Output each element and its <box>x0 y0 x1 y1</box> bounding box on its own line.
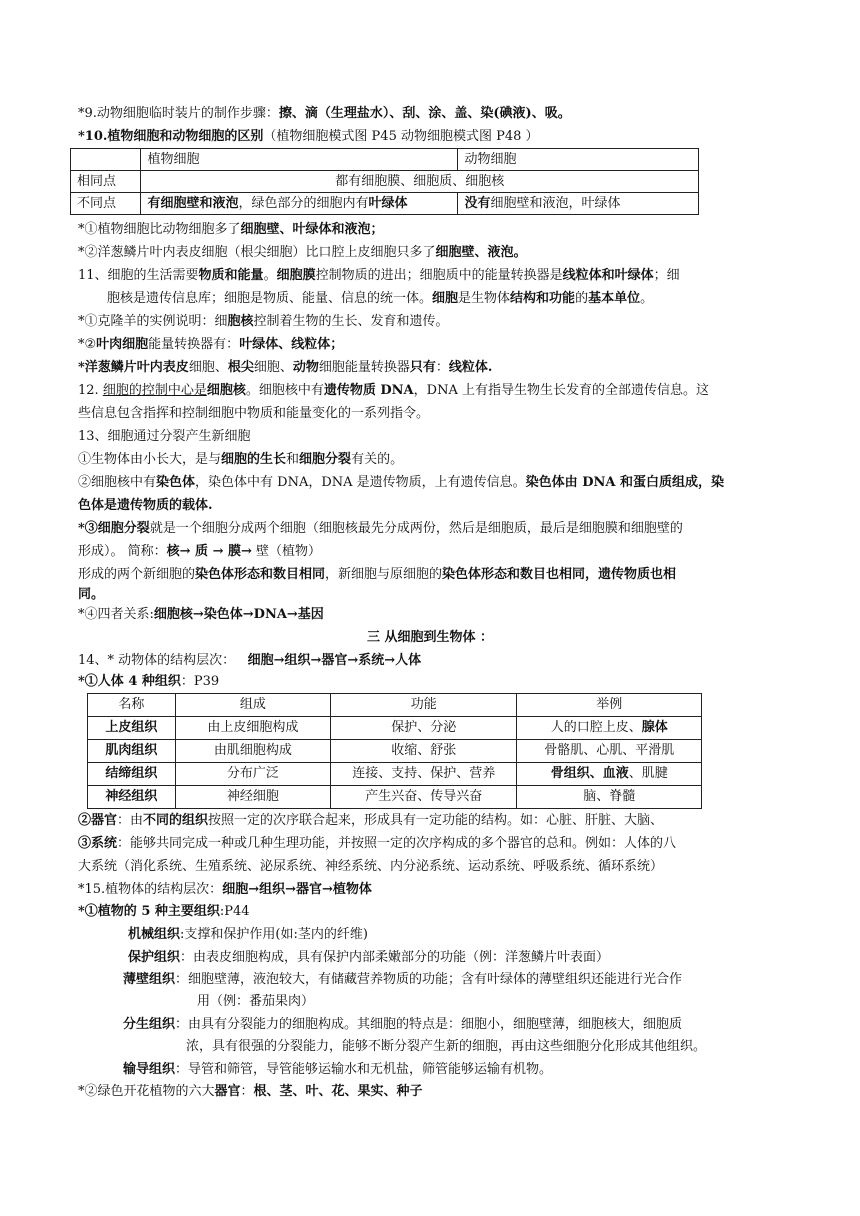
line-11d: 胞核是遗传信息库；细胞是物质、能量、信息的统一体。细胞是生物体结构和功能的基本单位。 <box>107 291 654 306</box>
table-cell <box>71 149 141 171</box>
table-row <box>88 717 702 740</box>
line-11g: *洋葱鳞片叶内表皮细胞、根尖细胞、动物细胞能量转换器只有：线粒体. <box>78 360 493 375</box>
line-14c: ③系统：能够共同完成一种或几种生理功能，并按照一定的次序构成的多个器官的总和。例如：人体的八 <box>78 836 677 851</box>
table-row <box>88 694 702 717</box>
line-12b: 些信息包含指挥和控制细胞中物质和能量变化的一系列指令。 <box>78 406 430 421</box>
table-cell: 相同点 <box>71 171 141 193</box>
line-15i: *②绿色开花植物的六大器官：根、茎、叶、花、果实、种子 <box>78 1084 423 1099</box>
table-cell: 由肌细胞构成 <box>175 740 330 763</box>
table-cell: 都有细胞膜、细胞质、细胞核 <box>141 171 699 193</box>
line-13f: 形成的两个新细胞的染色体形态和数目相同，新细胞与原细胞的染色体形态和数目也相同，遗传物质也相 <box>78 567 677 582</box>
table-cell: 骨骼肌、心肌、平滑肌 <box>517 740 702 763</box>
line-11e: *①克隆羊的实例说明：细胞核控制着生物的生长、发育和遗传。 <box>78 314 449 329</box>
table-cell: 没有细胞壁和液泡，叶绿体 <box>458 193 699 215</box>
line-13b: ②细胞核中有染色体，染色体中有 DNA，DNA 是遗传物质，上有遗传信息。染色体由 DNA 和蛋白质组成，染 <box>78 475 724 490</box>
line-11a: *①植物细胞比动物细胞多了细胞壁、叶绿体和液泡； <box>78 222 384 237</box>
table-cell: 不同点 <box>71 193 141 215</box>
line-11c: 11、细胞的生活需要物质和能量。细胞膜控制物质的进出；细胞质中的能量转换器是线粒体和叶绿体；细 <box>78 268 680 283</box>
line-15f: 分生组织：由具有分裂能力的细胞构成。其细胞的特点是：细胞小，细胞壁薄，细胞核大，细胞质 <box>123 1017 683 1032</box>
table-cell: 产生兴奋、传导兴奋 <box>330 786 517 809</box>
line-15: *15.植物体的结构层次：细胞→组织→器官→植物体 <box>78 882 372 897</box>
table-cell: 植物细胞 <box>141 149 458 171</box>
table-row <box>88 786 702 809</box>
table-cell: 收缩、舒张 <box>330 740 517 763</box>
line-13e: 形成）。 简称：核→ 质 → 膜→ 壁（植物） <box>78 544 322 559</box>
line-13g: 同。 <box>78 587 105 602</box>
line-12a: 12. 细胞的控制中心是细胞核。细胞核中有遗传物质 DNA，DNA 上有指导生物生长发育的全部遗传信息。这 <box>78 383 709 398</box>
table-cell: 脑、脊髓 <box>517 786 702 809</box>
line-11b: *②洋葱鳞片叶内表皮细胞（根尖细胞）比口腔上皮细胞只多了细胞壁、液泡。 <box>78 245 527 260</box>
tissue-table <box>87 693 702 809</box>
table-cell: 分布广泛 <box>175 763 330 786</box>
plant-animal-cell-table <box>70 148 699 215</box>
table-row <box>71 193 699 215</box>
line-15g: 浓，具有很强的分裂能力，能够不断分裂产生新的细胞，再由这些细胞分化形成其他组织。 <box>186 1039 707 1054</box>
table-cell: 骨组织、血液、肌腱 <box>517 763 702 786</box>
line-15h: 输导组织：导管和筛管，导管能够运输水和无机盐，筛管能够运输有机物。 <box>123 1062 553 1077</box>
table-header-cell: 举例 <box>517 694 702 717</box>
table-row <box>71 149 699 171</box>
line-15a: *①植物的 5 种主要组织:P44 <box>78 904 250 919</box>
line-13: 13、细胞通过分裂产生新细胞 <box>78 429 251 444</box>
table-header-cell: 组成 <box>175 694 330 717</box>
table-row <box>88 740 702 763</box>
table-cell: 神经组织 <box>88 786 176 809</box>
line-9: *9.动物细胞临时装片的制作步骤：擦、滴（生理盐水）、刮、涂、盖、染(碘液)、吸。 <box>78 106 571 121</box>
line-14: 14、* 动物体的结构层次： 细胞→组织→器官→系统→人体 <box>78 653 422 668</box>
table-cell: 肌肉组织 <box>88 740 176 763</box>
section-title: 三 从细胞到生物体 ： <box>366 630 494 645</box>
line-14b: ②器官：由不同的组织按照一定的次序联合起来，形成具有一定功能的结构。如：心脏、肝脏、大脑、 <box>78 813 664 828</box>
line-13h: *④四者关系:细胞核→染色体→DNA→基因 <box>78 607 324 622</box>
table-cell: 神经细胞 <box>175 786 330 809</box>
line-15c: 保护组织：由表皮细胞构成，具有保护内部柔嫩部分的功能（例：洋葱鳞片叶表面） <box>128 950 610 965</box>
line-15d: 薄壁组织：细胞壁薄，液泡较大，有储藏营养物质的功能；含有叶绿体的薄壁组织还能进行光合作 <box>123 972 683 987</box>
table-header-cell: 功能 <box>330 694 517 717</box>
table-cell: 由上皮细胞构成 <box>175 717 330 740</box>
table-cell: 上皮组织 <box>88 717 176 740</box>
table-row <box>71 171 699 193</box>
table-cell: 动物细胞 <box>458 149 699 171</box>
line-14d: 大系统（消化系统、生殖系统、泌尿系统、神经系统、内分泌系统、运动系统、呼吸系统、循环系统） <box>78 859 664 874</box>
line-10: *10.植物细胞和动物细胞的区别（植物细胞模式图 P45 动物细胞模式图 P48 ） <box>78 129 539 144</box>
table-cell: 连接、支持、保护、营养 <box>330 763 517 786</box>
table-cell: 有细胞壁和液泡，绿色部分的细胞内有叶绿体 <box>141 193 458 215</box>
table-row <box>88 763 702 786</box>
table-cell: 人的口腔上皮、腺体 <box>517 717 702 740</box>
line-13c: 色体是遗传物质的载体. <box>78 498 213 513</box>
table-cell: 结缔组织 <box>88 763 176 786</box>
line-15e: 用（例：番茄果肉） <box>197 994 315 1009</box>
table-header-cell: 名称 <box>88 694 176 717</box>
line-14a: *①人体 4 种组织：P39 <box>78 674 220 689</box>
line-13d: *③细胞分裂就是一个细胞分成两个细胞（细胞核最先分成两份，然后是细胞质，最后是细胞膜和细胞壁的 <box>78 521 683 536</box>
table-cell: 保护、分泌 <box>330 717 517 740</box>
line-13a: ①生物体由小长大，是与细胞的生长和细胞分裂有关的。 <box>78 452 404 467</box>
line-15b: 机械组织:支撑和保护作用(如:茎内的纤维) <box>128 927 368 942</box>
line-11f: *②叶肉细胞能量转换器有：叶绿体、线粒体； <box>78 337 344 352</box>
